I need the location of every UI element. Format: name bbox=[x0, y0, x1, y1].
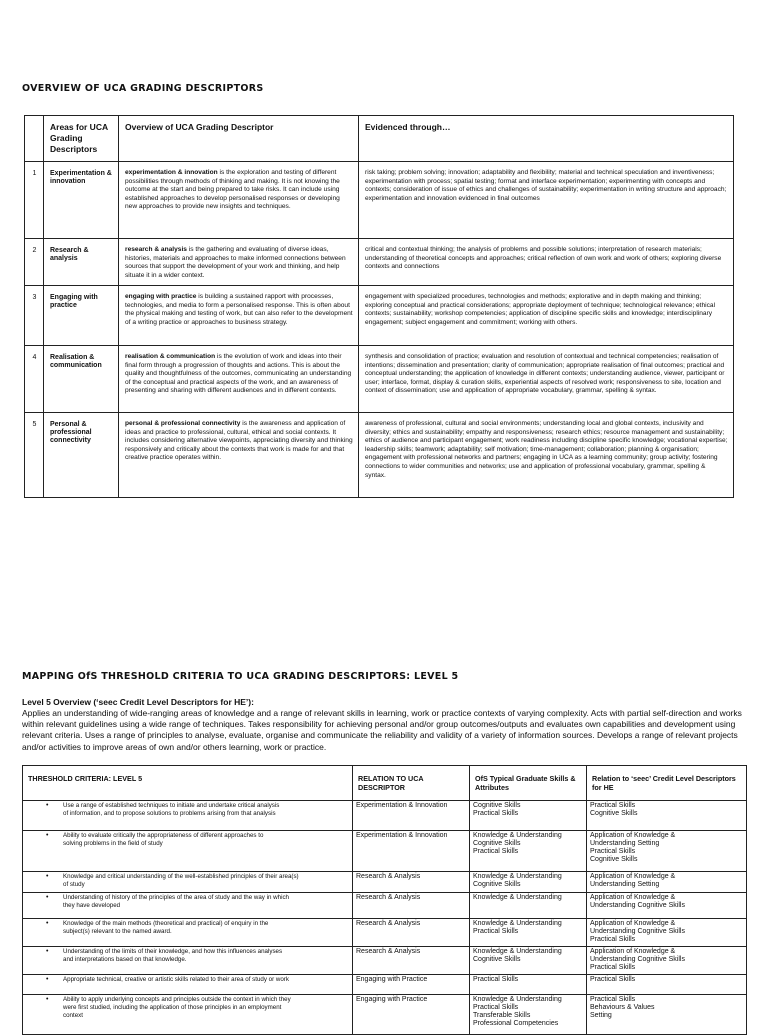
criteria-text bbox=[43, 948, 349, 964]
row-overview bbox=[119, 162, 359, 239]
overview-text: is the exploration and testing of different possibilities through methods of thinking and making. It is not knowing the outcome at the start and being prepared to take risks. It can include using established approaches to develop personalised responses or developing new approaches to provide new insights and techniques. bbox=[125, 169, 340, 211]
seec-line: Understanding Setting bbox=[590, 881, 660, 888]
ofs-line: Practical Skills bbox=[473, 976, 519, 983]
criteria-cell bbox=[23, 919, 353, 947]
relation-cell: Research & Analysis bbox=[353, 893, 470, 919]
ofs-line: Cognitive Skills bbox=[473, 802, 521, 809]
criteria-line: Understanding of the limits of their knowledge, and how this influences analyses bbox=[63, 948, 283, 955]
seec-line: Understanding Cognitive Skills bbox=[590, 902, 685, 909]
table-row bbox=[23, 995, 747, 1035]
seec-cell bbox=[587, 947, 747, 975]
overview-text: is the awareness and application of ideas and practice to professional, cultural, ethical and social contexts. It includes considering alternative viewpoints, appreciating diversity and thinking responsively and critically about the contexts that work is made for and that creative practice operates within. bbox=[125, 420, 353, 462]
criteria-text bbox=[43, 976, 349, 984]
header-threshold-criteria: THRESHOLD CRITERIA: LEVEL 5 bbox=[23, 766, 353, 801]
criteria-line: Ability to apply underlying concepts and principles outside the context in which they bbox=[63, 996, 291, 1003]
ofs-line: Cognitive Skills bbox=[473, 840, 521, 847]
ofs-line: Knowledge & Understanding bbox=[473, 894, 562, 901]
header-evidenced: Evidenced through… bbox=[359, 116, 734, 162]
seec-line: Application of Knowledge & bbox=[590, 894, 676, 901]
section2-title: MAPPING OfS THRESHOLD CRITERIA TO UCA GRADING DESCRIPTORS: LEVEL 5 bbox=[22, 671, 459, 682]
ofs-cell bbox=[470, 872, 587, 893]
row-evidence: engagement with specialized procedures, technologies and methods; explorative and in depth making and thinking; exploring conceptual and practical considerations; appropriate deployment of technique; technological relevance; ethical contexts; sustainability; workshop competencies; application of discipline specific skills and knowledge; interdisciplinary engagement; subject engagement and commitment; working with others. bbox=[359, 286, 734, 346]
table-row bbox=[23, 872, 747, 893]
criteria-line: of study bbox=[63, 881, 85, 888]
overview-keyword: experimentation & innovation bbox=[125, 169, 218, 176]
table-header-row bbox=[23, 766, 747, 801]
overview-keyword: research & analysis bbox=[125, 246, 187, 253]
seec-line: Cognitive Skills bbox=[590, 856, 638, 863]
header-num bbox=[25, 116, 44, 162]
criteria-line: of information, and to propose solutions to problems arising from that analysis bbox=[63, 810, 276, 817]
relation-cell: Research & Analysis bbox=[353, 919, 470, 947]
seec-line: Understanding Setting bbox=[590, 840, 660, 847]
ofs-line: Professional Competencies bbox=[473, 1020, 559, 1027]
criteria-line: Use a range of established techniques to initiate and undertake critical analysis bbox=[63, 802, 280, 809]
seec-line: Practical Skills bbox=[590, 996, 636, 1003]
row-overview bbox=[119, 413, 359, 498]
ofs-cell bbox=[470, 801, 587, 831]
criteria-cell bbox=[23, 801, 353, 831]
seec-line: Application of Knowledge & bbox=[590, 920, 676, 927]
criteria-line: subject(s) relevant to the named award. bbox=[63, 928, 172, 935]
criteria-line: Understanding of history of the principles of the area of study and the way in which bbox=[63, 894, 289, 901]
seec-cell bbox=[587, 995, 747, 1035]
seec-line: Behaviours & Values bbox=[590, 1004, 655, 1011]
header-seec: Relation to ‘seec’ Credit Level Descriptors for HE bbox=[587, 766, 747, 801]
ofs-line: Knowledge & Understanding bbox=[473, 873, 562, 880]
table-row bbox=[25, 346, 734, 413]
ofs-line: Knowledge & Understanding bbox=[473, 996, 562, 1003]
seec-cell bbox=[587, 975, 747, 995]
ofs-line: Practical Skills bbox=[473, 928, 519, 935]
seec-cell bbox=[587, 872, 747, 893]
row-evidence: synthesis and consolidation of practice; evaluation and resolution of contextual and technical competencies; realisation of intentions; dissemination and presentation; clarity of communication; appropriate realisation of final outcomes; practical and conceptual understanding; the application of knowledge in different contexts; understanding audience, viewer, participant or user; interface, format, display & curation skills, experiential aspects of resolved work; responsiveness to site, location and context of dissemination; use and application of appropriate vocabulary, grammar, spelling & syntax. bbox=[359, 346, 734, 413]
row-area: Realisation & communication bbox=[44, 346, 119, 413]
ofs-cell bbox=[470, 893, 587, 919]
header-ofs: OfS Typical Graduate Skills & Attributes bbox=[470, 766, 587, 801]
grading-descriptors-table bbox=[24, 115, 734, 498]
threshold-table-body bbox=[23, 801, 747, 1035]
criteria-cell bbox=[23, 831, 353, 872]
criteria-text bbox=[43, 920, 349, 936]
table-row bbox=[23, 801, 747, 831]
row-overview bbox=[119, 286, 359, 346]
ofs-line: Practical Skills bbox=[473, 810, 519, 817]
seec-line: Practical Skills bbox=[590, 976, 636, 983]
criteria-cell bbox=[23, 872, 353, 893]
row-number: 1 bbox=[25, 162, 44, 239]
criteria-cell bbox=[23, 995, 353, 1035]
ofs-cell bbox=[470, 947, 587, 975]
table-row bbox=[23, 947, 747, 975]
ofs-cell bbox=[470, 995, 587, 1035]
bullet: • bbox=[46, 976, 49, 983]
ofs-line: Cognitive Skills bbox=[473, 956, 521, 963]
row-area: Experimentation & innovation bbox=[44, 162, 119, 239]
ofs-cell bbox=[470, 919, 587, 947]
bullet: • bbox=[46, 920, 49, 927]
seec-line: Application of Knowledge & bbox=[590, 832, 676, 839]
seec-cell bbox=[587, 919, 747, 947]
seec-line: Practical Skills bbox=[590, 964, 636, 971]
ofs-cell bbox=[470, 975, 587, 995]
criteria-line: they have developed bbox=[63, 902, 121, 909]
section1-title: OVERVIEW OF UCA GRADING DESCRIPTORS bbox=[22, 83, 264, 94]
relation-cell: Experimentation & Innovation bbox=[353, 801, 470, 831]
criteria-line: solving problems in the field of study bbox=[63, 840, 163, 847]
ofs-line: Cognitive Skills bbox=[473, 881, 521, 888]
table-row bbox=[25, 413, 734, 498]
overview-text: is the gathering and evaluating of diverse ideas, histories, materials and approaches to make informed connections between sources that support the development of your work and thinking, and help situate it in a wider context. bbox=[125, 246, 346, 279]
criteria-line: context bbox=[63, 1012, 83, 1019]
bullet: • bbox=[46, 873, 49, 880]
row-area: Research & analysis bbox=[44, 239, 119, 286]
table-row bbox=[23, 975, 747, 995]
criteria-line: Ability to evaluate critically the appropriateness of different approaches to bbox=[63, 832, 264, 839]
seec-cell bbox=[587, 801, 747, 831]
table-row bbox=[23, 893, 747, 919]
criteria-text bbox=[43, 996, 349, 1020]
bullet: • bbox=[46, 996, 49, 1003]
bullet: • bbox=[46, 894, 49, 901]
bullet: • bbox=[46, 802, 49, 809]
bullet: • bbox=[46, 948, 49, 955]
threshold-criteria-table bbox=[22, 765, 747, 1035]
seec-cell bbox=[587, 831, 747, 872]
table-row bbox=[23, 919, 747, 947]
criteria-text bbox=[43, 832, 349, 848]
row-evidence: risk taking; problem solving; innovation; adaptability and flexibility; material and technical speculation and inventiveness; experimentation with process; spatial testing; format and interface experimentation; experimenting with concepts and contexts; consideration of issue of ethics and challenges of sustainability; experimentation in writing structure and approach; experimentation and innovation evidenced in final outcomes bbox=[359, 162, 734, 239]
overview-keyword: personal & professional connectivity bbox=[125, 420, 241, 427]
header-areas: Areas for UCA Grading Descriptors bbox=[44, 116, 119, 162]
bullet: • bbox=[46, 832, 49, 839]
relation-cell: Engaging with Practice bbox=[353, 975, 470, 995]
row-evidence: critical and contextual thinking; the analysis of problems and possible solutions; interpretation of research materials; understanding of theoretical concepts and approaches; critical reflection of own work and work of others; exploring diverse contexts and connections bbox=[359, 239, 734, 286]
header-relation: RELATION TO UCA DESCRIPTOR bbox=[353, 766, 470, 801]
table-header-row bbox=[25, 116, 734, 162]
overview-keyword: realisation & communication bbox=[125, 353, 216, 360]
criteria-cell bbox=[23, 947, 353, 975]
row-evidence: awareness of professional, cultural and social environments; understanding local and global contexts, inclusivity and diversity; ethics and sustainability; empathy and responsiveness; research ethics; resource management and sustainability; ethics of audience and participant engagement; work readiness including discipline specific knowledge; vocational expertise; leadership skills; teamwork; adaptability; self motivation; time-management; collaboration; planning & organisation; engagement with professional networks and partners; engaging in UCA as a learning community; group activity; fostering connections to wider communities and networks; use and application of professional vocabulary, grammar, spelling & syntax. bbox=[359, 413, 734, 498]
level5-overview-title: Level 5 Overview (‘seec Credit Level Descriptors for HE’): bbox=[22, 697, 254, 707]
row-number: 2 bbox=[25, 239, 44, 286]
ofs-cell bbox=[470, 831, 587, 872]
ofs-line: Transferable Skills bbox=[473, 1012, 531, 1019]
criteria-text bbox=[43, 873, 349, 889]
criteria-cell bbox=[23, 893, 353, 919]
ofs-line: Knowledge & Understanding bbox=[473, 948, 562, 955]
seec-line: Practical Skills bbox=[590, 848, 636, 855]
table-row bbox=[23, 831, 747, 872]
seec-line: Practical Skills bbox=[590, 936, 636, 943]
ofs-line: Knowledge & Understanding bbox=[473, 920, 562, 927]
relation-cell: Experimentation & Innovation bbox=[353, 831, 470, 872]
row-number: 3 bbox=[25, 286, 44, 346]
seec-line: Application of Knowledge & bbox=[590, 873, 676, 880]
criteria-line: Knowledge and critical understanding of the well-established principles of their area(s) bbox=[63, 873, 299, 880]
ofs-line: Practical Skills bbox=[473, 1004, 519, 1011]
seec-line: Setting bbox=[590, 1012, 612, 1019]
row-number: 4 bbox=[25, 346, 44, 413]
row-area: Personal & professional connectivity bbox=[44, 413, 119, 498]
criteria-cell bbox=[23, 975, 353, 995]
ofs-line: Knowledge & Understanding bbox=[473, 832, 562, 839]
level5-overview-text: Applies an understanding of wide-ranging areas of knowledge and a range of relevant skills in learning, work or practice contexts of varying complexity. Acts with partial self-direction and works within relevant guidelines using a wide range of techniques. Takes responsibility for achieving personal and/or group outcomes/outputs and evaluates own capabilities and development using relevant criteria. Uses a range of principles to analyse, evaluate, organise and communicate the reliability and validity of a variety of information sources. Develops a range of relevant projects and/or activities to improve areas of own and/or others learning, work or practice. bbox=[22, 708, 742, 752]
criteria-line: Appropriate technical, creative or artistic skills related to their area of study or work bbox=[63, 976, 289, 983]
table-row bbox=[25, 162, 734, 239]
row-overview bbox=[119, 346, 359, 413]
seec-line: Understanding Cognitive Skills bbox=[590, 956, 685, 963]
overview-keyword: engaging with practice bbox=[125, 293, 197, 300]
relation-cell: Research & Analysis bbox=[353, 872, 470, 893]
row-area: Engaging with practice bbox=[44, 286, 119, 346]
relation-cell: Research & Analysis bbox=[353, 947, 470, 975]
ofs-line: Practical Skills bbox=[473, 848, 519, 855]
criteria-line: and interpretations based on that knowledge. bbox=[63, 956, 187, 963]
seec-line: Practical Skills bbox=[590, 802, 636, 809]
criteria-text bbox=[43, 802, 349, 818]
row-overview bbox=[119, 239, 359, 286]
header-overview: Overview of UCA Grading Descriptor bbox=[119, 116, 359, 162]
seec-cell bbox=[587, 893, 747, 919]
overview-text: is the evolution of work and ideas into their final form through a progression of thoughts and actions. This is about the quality and thoughtfulness of the outcomes, communicating an understanding of the conceptual and practical aspects of the work, and an awareness of presenting and sharing with different audiences and in different contexts. bbox=[125, 353, 352, 395]
table-row bbox=[25, 286, 734, 346]
criteria-line: were first studied, including the application of those principles in an employment bbox=[63, 1004, 282, 1011]
criteria-text bbox=[43, 894, 349, 910]
table-row bbox=[25, 239, 734, 286]
overview-text: is building a sustained rapport with processes, technologies, and media to form a personalised response. This is often about the physical making and testing of work, but can also refer to the development of a writing practice or approaches to business strategy. bbox=[125, 293, 353, 326]
seec-line: Cognitive Skills bbox=[590, 810, 638, 817]
row-number: 5 bbox=[25, 413, 44, 498]
relation-cell: Engaging with Practice bbox=[353, 995, 470, 1035]
seec-line: Application of Knowledge & bbox=[590, 948, 676, 955]
criteria-line: Knowledge of the main methods (theoretical and practical) of enquiry in the bbox=[63, 920, 269, 927]
seec-line: Understanding Cognitive Skills bbox=[590, 928, 685, 935]
